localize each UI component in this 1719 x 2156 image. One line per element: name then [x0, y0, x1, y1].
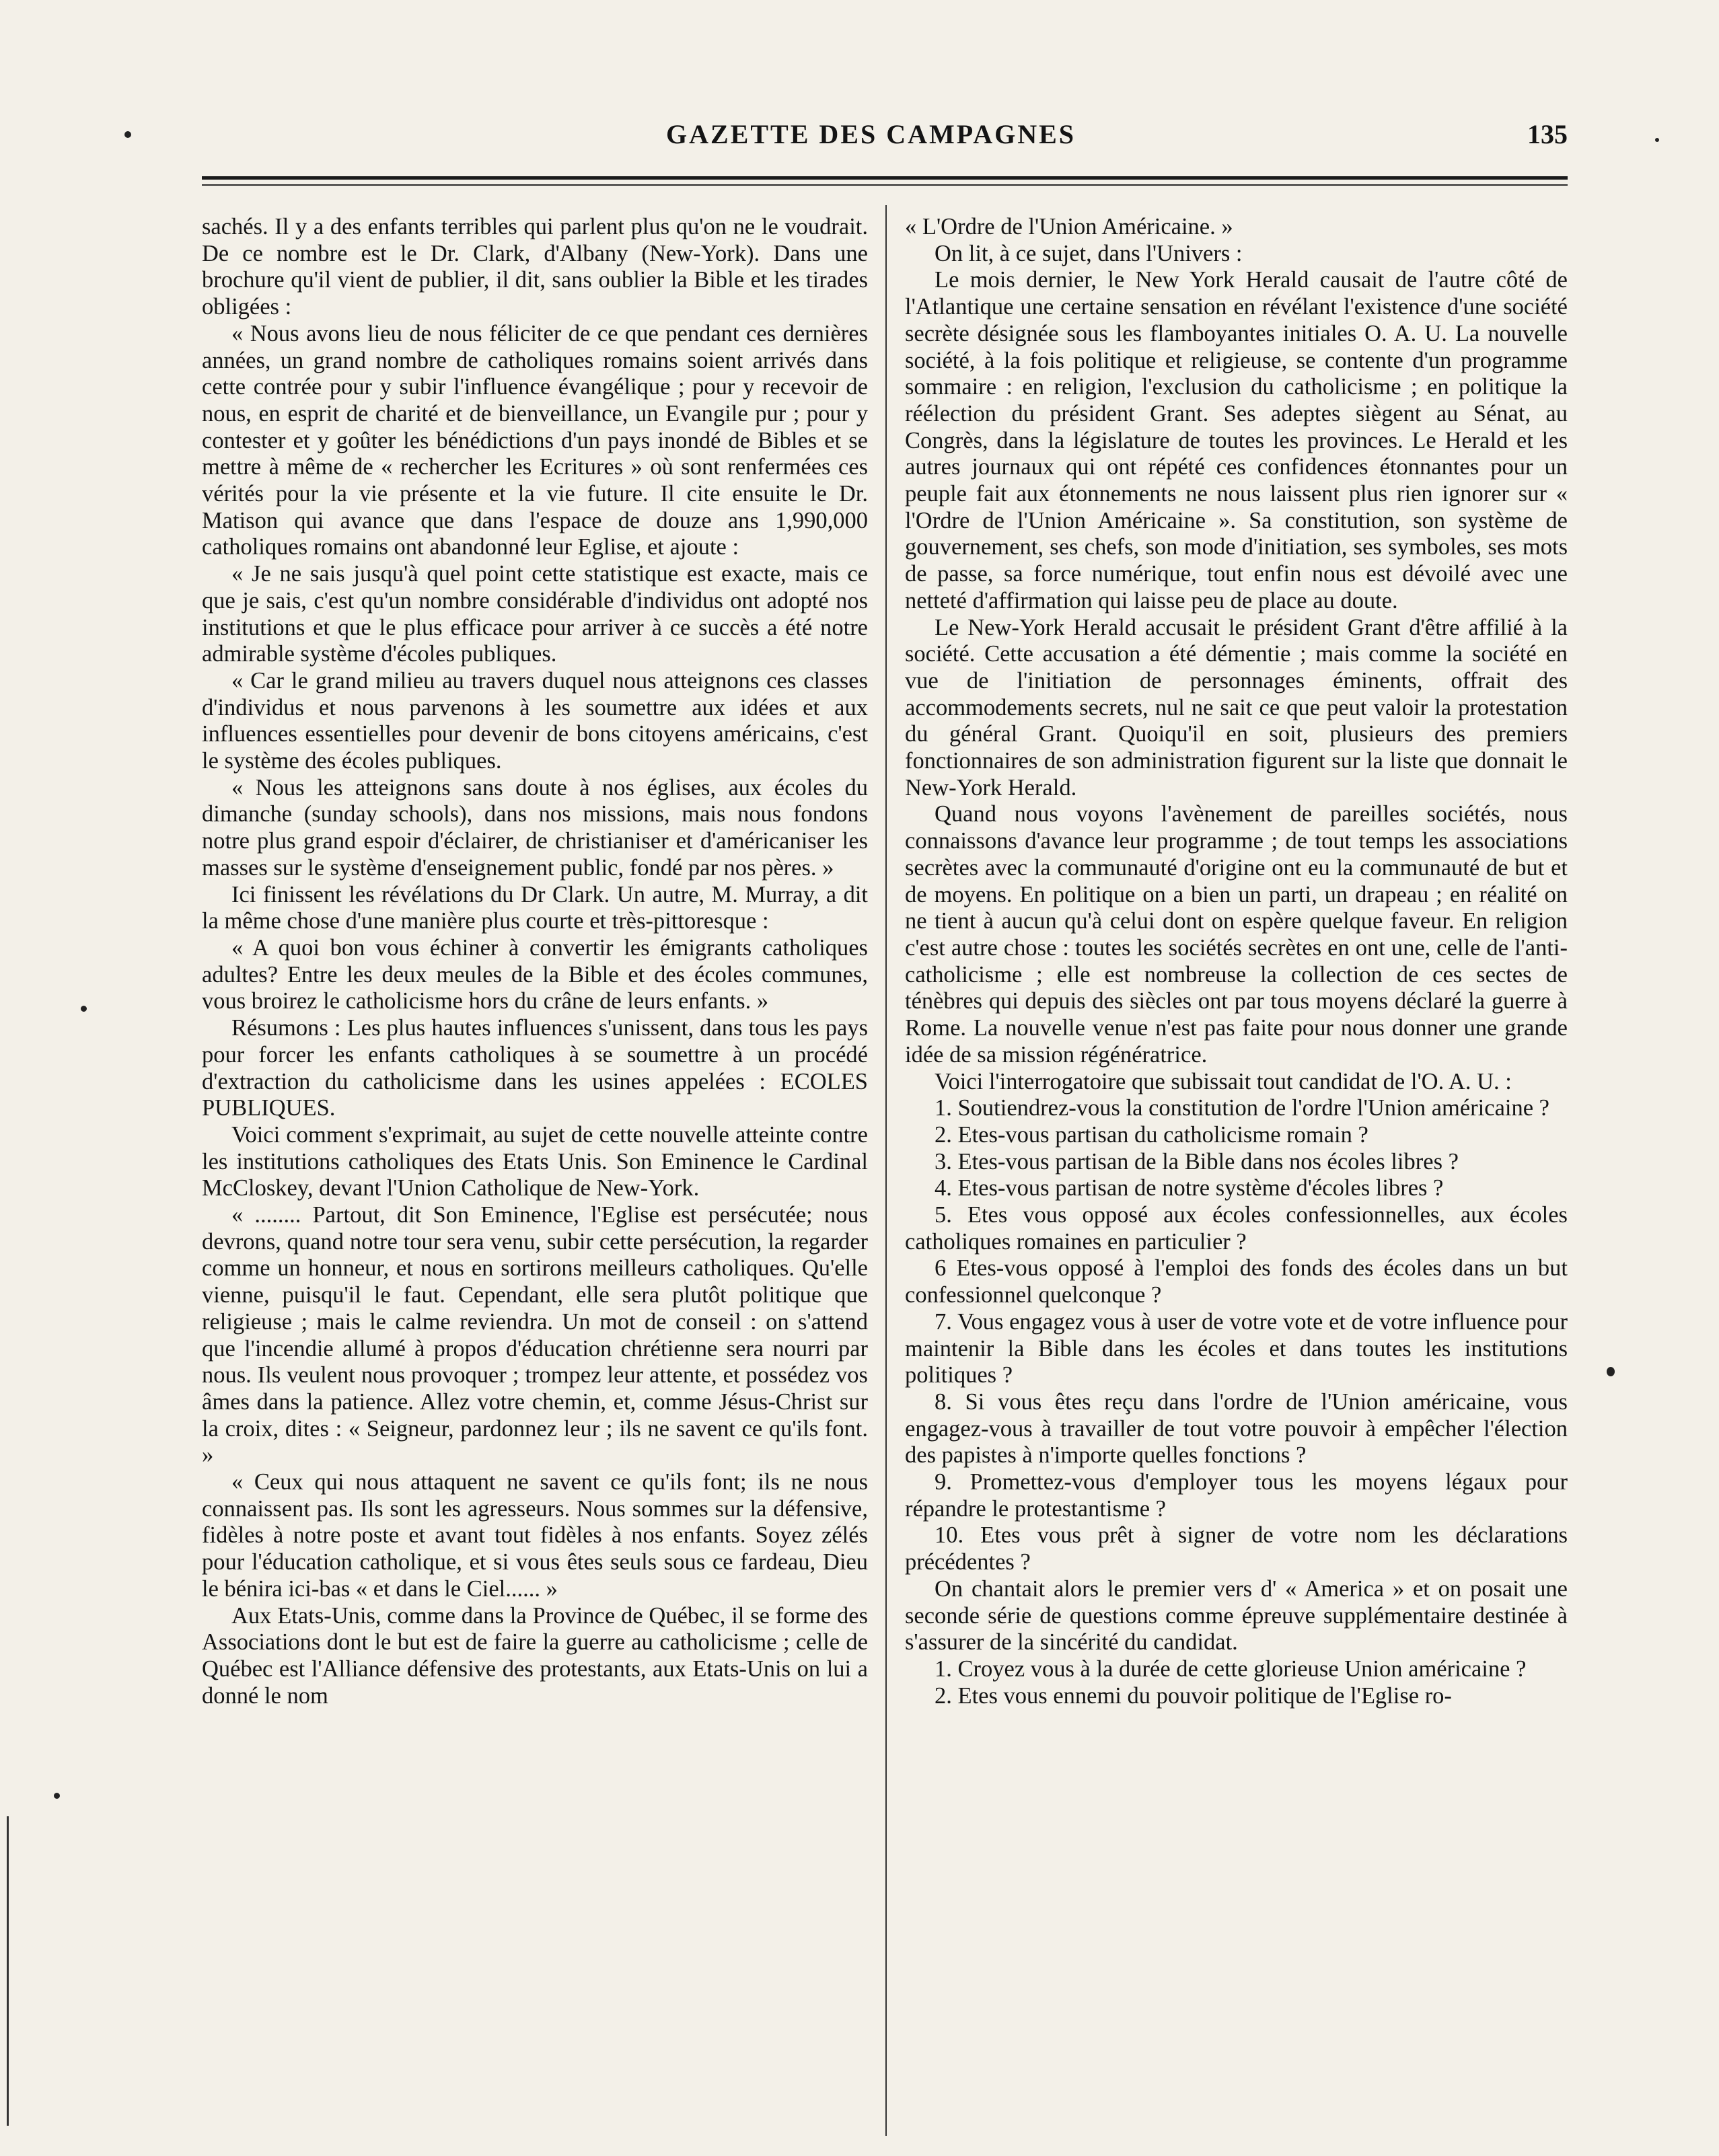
ink-speck: [1607, 1367, 1615, 1376]
paragraph-p9: Voici comment s'exprimait, au sujet de cette nouvelle atteinte contre les institutions catholiques des Etats Unis. Son Eminence le Cardinal McCloskey, devant l'Union Catholique de New-York.: [202, 1121, 868, 1201]
paragraph-r15: 9. Promettez-vous d'employer tous les moyens légaux pour répandre le protestantisme ?: [905, 1469, 1568, 1522]
paragraph-r11: 5. Etes vous opposé aux écoles confessionnelles, aux écoles catholiques romaines en particulier ?: [905, 1202, 1568, 1255]
ink-speck: [54, 1793, 60, 1799]
header-rule-thin: [202, 184, 1568, 186]
left-column: [202, 214, 868, 1709]
paragraph-p12: Aux Etats-Unis, comme dans la Province de Québec, il se forme des Associations dont le but est de faire la guerre au catholicisme ; celle de Québec est l'Alliance défensive des protestants, aux Etats-Unis on lui a donné le nom: [202, 1602, 868, 1709]
page-header: [202, 113, 1568, 160]
paragraph-r16: 10. Etes vous prêt à signer de votre nom les déclarations précédentes ?: [905, 1522, 1568, 1575]
scan-edge-mark: [7, 1816, 9, 2126]
paragraph-r8: 2. Etes-vous partisan du catholicisme romain ?: [935, 1121, 1368, 1148]
paragraph-p11: « Ceux qui nous attaquent ne savent ce qu'ils font; ils ne nous connaissent pas. Ils sont les agresseurs. Nous sommes sur la défensive, fidèles à notre poste et avant tout fidèles à nos enfants. Soyez zélés pour l'éducation catholique, et si vous êtes seuls sous ce fardeau, Dieu le bénira ici-bas « et dans le Ciel...... »: [202, 1469, 868, 1602]
paragraph-r13: 7. Vous engagez vous à user de votre vote et de votre influence pour maintenir la Bible dans les écoles et dans toutes les institutions politiques ?: [905, 1308, 1568, 1388]
page-number: 135: [1527, 119, 1568, 149]
paragraph-r5: Quand nous voyons l'avènement de pareilles sociétés, nous connaissons d'avance leur programme ; de tout temps les associations secrètes avec la communauté d'origine ont eu la communauté de but et de moyens. En politique on a bien un parti, un drapeau ; en réalité on ne tient à aucun qu'à celui dont on espère quelque faveur. En religion c'est autre chose : toutes les sociétés secrètes en ont une, celle de l'anti-catholicisme ; elle est nombreuse la collection de ces sectes de ténèbres qui depuis des siècles ont par tous moyens déclaré la guerre à Rome. La nouvelle venue n'est pas faite pour nous donner une grande idée de sa mission régénératrice.: [905, 801, 1568, 1068]
right-column: [905, 214, 1568, 1709]
paragraph-r4: Le New-York Herald accusait le président Grant d'être affilié à la société. Cette accusation a été démentie ; mais comme la société en vue de l'initiation de personnages éminents, offrait des accommodements secrets, nul ne sait ce que peut valoir la protestation du général Grant. Quoiqu'il en soit, plusieurs des premiers fonctionnaires de son administration figurent sur la liste que donnait le New-York Herald.: [905, 614, 1568, 801]
column-divider: [885, 205, 887, 2136]
paragraph-r6: Voici l'interrogatoire que subissait tout candidat de l'O. A. U. :: [935, 1068, 1512, 1094]
paragraph-p2: « Nous avons lieu de nous féliciter de ce que pendant ces dernières années, un grand nombre de catholiques romains soient arrivés dans cette contrée pour y subir l'influence évangélique ; pour y recevoir de nous, en esprit de charité et de bienveillance, un Evangile pur ; pour y contester et y goûter les bénédictions d'un pays inondé de Bibles et se mettre à même de « rechercher les Ecritures » où sont renfermées ces vérités pour la vie présente et la vie future. Il cite ensuite le Dr. Matison qui avance que dans l'espace de douze ans 1,990,000 catholiques romains ont abandonné leur Eglise, et ajoute :: [202, 320, 868, 560]
paragraph-r7: 1. Soutiendrez-vous la constitution de l'ordre l'Union américaine ?: [935, 1095, 1549, 1121]
paragraph-p5: « Nous les atteignons sans doute à nos églises, aux écoles du dimanche (sunday schools), dans nos missions, mais nous fondons notre plus grand espoir d'éclairer, de christianiser et d'américaniser les masses sur le système d'enseignement public, fondé par nos pères. »: [202, 774, 868, 881]
ink-speck: [81, 1006, 87, 1012]
paragraph-r19: 2. Etes vous ennemi du pouvoir politique de l'Eglise ro-: [935, 1682, 1452, 1709]
paragraph-r14: 8. Si vous êtes reçu dans l'ordre de l'Union américaine, vous engagez-vous à travailler de tout votre pouvoir à empêcher l'élection des papistes à n'importe quelles fonctions ?: [905, 1388, 1568, 1469]
paragraph-r2: On lit, à ce sujet, dans l'Univers :: [935, 240, 1243, 266]
paragraph-p7: « A quoi bon vous échiner à convertir les émigrants catholiques adultes? Entre les deux meules de la Bible et des écoles communes, vous broirez le catholicisme hors du crâne de leurs enfants. »: [202, 934, 868, 1014]
paragraph-r18: 1. Croyez vous à la durée de cette glorieuse Union américaine ?: [935, 1656, 1527, 1682]
paragraph-p3: « Je ne sais jusqu'à quel point cette statistique est exacte, mais ce que je sais, c'est qu'un nombre considérable d'individus ont adopté nos institutions et que le plus efficace pour arriver à ce succès a été notre admirable système d'écoles publiques.: [202, 561, 868, 667]
paragraph-r9: 3. Etes-vous partisan de la Bible dans nos écoles libres ?: [935, 1148, 1459, 1175]
paragraph-p4: « Car le grand milieu au travers duquel nous atteignons ces classes d'individus et nous parvenons à les soumettre aux idées et aux influences essentielles pour devenir de bons citoyens américains, c'est le système des écoles publiques.: [202, 667, 868, 774]
paragraph-r12: 6 Etes-vous opposé à l'emploi des fonds des écoles dans un but confessionnel quelconque ?: [905, 1255, 1568, 1308]
header-rule: [202, 176, 1568, 180]
paragraph-p6: Ici finissent les révélations du Dr Clark. Un autre, M. Murray, a dit la même chose d'une manière plus courte et très-pittoresque :: [202, 881, 868, 934]
paragraph-p8: Résumons : Les plus hautes influences s'unissent, dans tous les pays pour forcer les enfants catholiques à se soumettre à un procédé d'extraction du catholicisme dans les usines appelées : ECOLES PUBLIQUES.: [202, 1015, 868, 1121]
running-title: GAZETTE DES CAMPAGNES: [666, 119, 1076, 149]
paragraph-r10: 4. Etes-vous partisan de notre système d'écoles libres ?: [935, 1175, 1444, 1201]
paragraph-r17: On chantait alors le premier vers d' « America » et on posait une seconde série de questions comme épreuve supplémentaire destinée à s'assurer de la sincérité du candidat.: [905, 1575, 1568, 1656]
ink-speck: [1655, 138, 1659, 142]
paragraph-r1: « L'Ordre de l'Union Américaine. »: [905, 214, 1233, 239]
ink-speck: [124, 131, 131, 138]
paragraph-r3: Le mois dernier, le New York Herald causait de l'autre côté de l'Atlantique une certaine sensation en révélant l'existence d'une société secrète désignée sous les flamboyantes initiales O. A. U. La nouvelle société, à la fois politique et religieuse, se contente d'un programme sommaire : en religion, l'exclusion du catholicisme ; en politique la réélection du président Grant. Ses adeptes siègent au Sénat, au Congrès, dans la législature de toutes les provinces. Le Herald et les autres journaux qui ont répété ces confidences étonnantes pour un peuple fait aux étonnements ne nous laissent plus rien ignorer sur « l'Ordre de l'Union Américaine ». Sa constitution, son système de gouvernement, ses chefs, son mode d'initiation, ses symboles, ses mots de passe, sa force numérique, tout enfin nous est dévoilé avec une netteté d'affirmation qui laisse peu de place au doute.: [905, 267, 1568, 614]
paragraph-p1: sachés. Il y a des enfants terribles qui parlent plus qu'on ne le voudrait. De ce nombre est le Dr. Clark, d'Albany (New-York). Dans une brochure qu'il vient de publier, il dit, sans oublier la Bible et les tirades obligées :: [202, 214, 868, 320]
paragraph-p10: « ........ Partout, dit Son Eminence, l'Eglise est persécutée; nous devrons, quand notre tour sera venu, subir cette persécution, la regarder comme un honneur, et nous en sortirons meilleurs catholiques. Qu'elle vienne, puisqu'il le faut. Cependant, elle sera plutôt politique que religieuse ; mais le calme reviendra. Un mot de conseil : on s'attend que l'incendie allumé à propos d'éducation chrétienne sera nourri par nous. Ils veulent nous provoquer ; trompez leur attente, et possédez vos âmes dans la patience. Allez votre chemin, et, comme Jésus-Christ sur la croix, dites : « Seigneur, pardonnez leur ; ils ne savent ce qu'ils font. »: [202, 1202, 868, 1469]
